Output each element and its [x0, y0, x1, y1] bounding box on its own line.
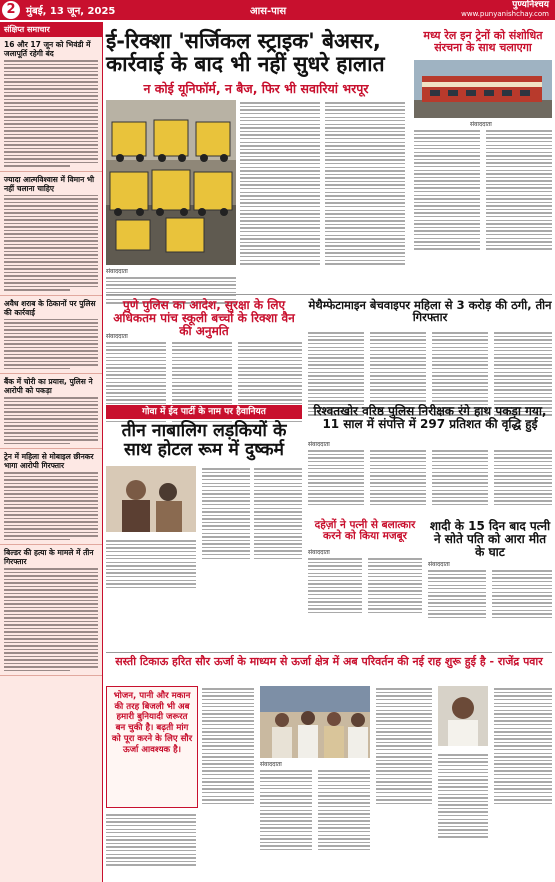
bribe-body-col1 [308, 448, 364, 507]
bribe-byline: संवाददाता [308, 441, 330, 448]
lead-headline [106, 30, 406, 75]
brief-item-body [4, 568, 98, 671]
brief-item-title: अवैध शराब के ठिकानों पर पुलिस की कार्रवाई [4, 298, 96, 317]
meth-headline: मेथैम्फेटामाइन बेचवाइपर महिला से 3 करोड़ की ठगी, तीन गिरफ्तार [308, 298, 552, 325]
solar-photo [260, 686, 370, 758]
goa-photo [106, 466, 196, 532]
bribe-body-col4 [494, 448, 552, 507]
train-photo-illustration [414, 60, 552, 118]
dowry-body-col1 [308, 556, 362, 615]
pune-byline: संवाददाता [106, 333, 128, 340]
solar-body-col1 [106, 812, 196, 868]
edition-date: मुंबई, 13 जून, 2025 [26, 6, 116, 17]
portrait-illustration [438, 686, 488, 746]
solar-body-col5 [376, 686, 432, 806]
solar-byline: संवाददाता [260, 761, 282, 768]
solar-portrait-photo [438, 686, 488, 746]
wedding-byline: संवाददाता [428, 561, 450, 568]
dowry-headline: दहेज़ों ने पत्नी से बलात्कार करने को किया मजबूर [314, 519, 416, 543]
erickshaw-photo-illustration [106, 100, 236, 265]
wedding-body-col2 [492, 568, 552, 620]
dowry-body-col2 [368, 556, 422, 615]
bribe-body-col2 [370, 448, 426, 507]
brief-item-body [4, 397, 98, 444]
brief-item [0, 449, 102, 545]
rail-photo-train [414, 60, 552, 118]
pune-headline: पुणे पुलिस का आदेश, सुरक्षा के लिए अधिकतम पांच स्कूली बच्चों के रिक्शा वैन की अनुमति [113, 298, 295, 338]
rail-headline: मध्य रेल इन ट्रेनों को संशोधित संरचना के साथ चलाएगा [423, 29, 543, 54]
brief-item-title: 16 और 17 जून को भिवंडी में जलापूर्ति रहेगी बंद [4, 40, 91, 58]
goa-kicker-band: गोवा में ईद पार्टी के नाम पर हैवानियत [106, 405, 302, 419]
masthead-brand [461, 1, 549, 19]
solar-body-col3 [260, 768, 312, 852]
wedding-headline: शादी के 15 दिन बाद पत्नी ने सोते पति को आरा मीत के घाट [429, 519, 551, 559]
lead-body-col2 [325, 100, 405, 267]
bribe-body-col3 [432, 448, 488, 507]
solar-body-col6 [438, 752, 488, 840]
solar-quote-box [106, 686, 198, 808]
solar-body-col4 [318, 768, 370, 852]
brief-item-title: बैंक में चोरी का प्रयास, पुलिस ने आरोपी को पकड़ा [4, 377, 93, 395]
brief-item-title: बिल्डर की हत्या के मामले में तीन गिरफ्तार [4, 548, 94, 566]
bribe-headline: रिश्वतखोर वरिष्ठ पुलिस निरीक्षक रंगे हाथ पकड़ा गया, 11 साल में संपत्ति में 297 प्रतिशत की वृद्धि हुई [313, 404, 547, 431]
brand-name: पुण्यनिश्चय [512, 0, 549, 10]
brief-item-body [4, 195, 98, 291]
lead-body-col1 [240, 100, 320, 267]
brief-item [0, 172, 102, 296]
rail-photo-caption: संवाददाता [470, 121, 492, 128]
solar-body-col7 [494, 686, 552, 806]
goa-body-col1 [106, 538, 196, 590]
solar-quote-text: भोजन, पानी और मकान की तरह बिजली भी अब हमारी बुनियादी जरूरत बन चुकी है। बढ़ती मांग को पूरा करने के लिए सौर ऊर्जा आवश्यक है। [111, 691, 193, 755]
page-number: 2 [2, 1, 20, 19]
brief-news-column [0, 22, 103, 882]
brief-item-body [4, 60, 98, 167]
wedding-body-col1 [428, 568, 486, 620]
brief-item [0, 545, 102, 676]
goa-photo-illustration [106, 466, 196, 532]
lead-headline-line1: ई-रिक्शा 'सर्जिकल स्ट्राइक' बेअसर, [106, 29, 381, 53]
section-divider [106, 652, 552, 653]
brief-item [0, 374, 102, 449]
dowry-byline: संवाददाता [308, 549, 330, 556]
goa-body-col3 [254, 466, 302, 561]
lead-photo-erickshaws [106, 100, 236, 265]
section-name: आस-पास [250, 6, 287, 17]
brief-item-title: ट्रेन में महिला से मोबाइल छीनकर भागा आरोपी गिरफ्तार [4, 452, 94, 470]
solar-event-photo-illustration [260, 686, 370, 758]
rail-body-col1 [414, 128, 480, 252]
solar-body-col2 [202, 686, 254, 806]
brief-item-body [4, 319, 98, 370]
rail-body-col2 [486, 128, 552, 252]
lead-photo-caption: संवाददाता [106, 268, 128, 275]
brief-news-title: संक्षिप्त समाचार [0, 22, 102, 37]
brand-website: www.punyanishchay.com [461, 10, 549, 18]
lead-subheadline: न कोई यूनिफॉर्म, न बैज, फिर भी सवारियां भरपूर [143, 81, 369, 96]
brief-item-body [4, 472, 98, 540]
goa-headline: तीन नाबालिग लड़कियों के साथ होटल रूम में दुष्कर्म [121, 421, 287, 460]
page-header [0, 0, 555, 20]
brief-item [0, 296, 102, 375]
solar-headline: सस्ती टिकाऊ हरित सौर ऊर्जा के माध्यम से ऊर्जा क्षेत्र में अब परिवर्तन की नई राह शुरू हुई है - राजेंद्र पवार [115, 655, 543, 668]
goa-body-col2 [202, 466, 250, 561]
brief-item-title: ज्यादा आत्मविश्वास में विमान भी नहीं चलाना चाहिए [4, 174, 95, 193]
section-divider [106, 294, 552, 295]
brief-item [0, 37, 102, 172]
lead-headline-line2: कार्रवाई के बाद भी नहीं सुधरे हालात [106, 51, 385, 76]
